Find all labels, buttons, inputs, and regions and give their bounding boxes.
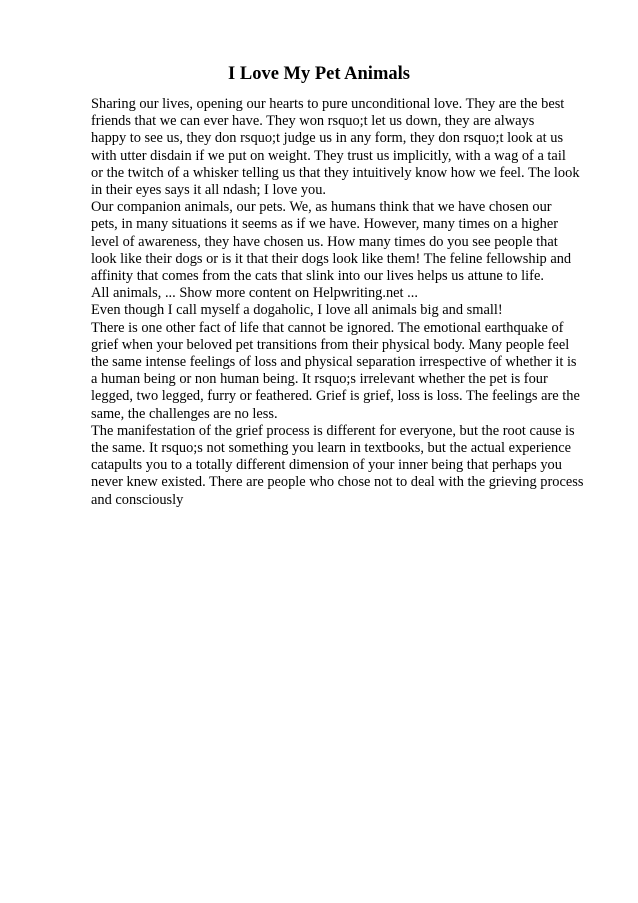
text-line: legged, two legged, furry or feathered. Grief is grief, loss is loss. The feelings are the bbox=[91, 388, 580, 405]
text-line: never knew existed. There are people who chose not to deal with the grieving process bbox=[91, 474, 584, 491]
text-line: look like their dogs or is it that their dogs look like them! The feline fellowship and bbox=[91, 250, 572, 267]
text-line: and consciously bbox=[91, 491, 184, 508]
text-line: or the twitch of a whisker telling us that they intuitively know how we feel. The look bbox=[91, 164, 580, 181]
text-line: Even though I call myself a dogaholic, I love all animals big and small! bbox=[91, 302, 503, 319]
text-line: pets, in many situations it seems as if we have. However, many times on a higher bbox=[91, 216, 559, 233]
text-line: friends that we can ever have. They won rsquo;t let us down, they are always bbox=[91, 113, 535, 130]
text-line: affinity that comes from the cats that slink into our lives helps us attune to life. bbox=[91, 268, 544, 285]
text-line: same, the challenges are no less. bbox=[91, 405, 278, 422]
text-line: There is one other fact of life that cannot be ignored. The emotional earthquake of bbox=[91, 319, 564, 336]
text-line: the same. It rsquo;s not something you learn in textbooks, but the actual experience bbox=[91, 440, 571, 457]
document-body bbox=[91, 96, 601, 509]
text-line: All animals, ... Show more content on Helpwriting.net ... bbox=[91, 285, 418, 302]
text-line: level of awareness, they have chosen us. How many times do you see people that bbox=[91, 233, 558, 250]
text-line: Sharing our lives, opening our hearts to pure unconditional love. They are the best bbox=[91, 96, 565, 112]
text-line: a human being or non human being. It rsquo;s irrelevant whether the pet is four bbox=[91, 371, 548, 388]
text-line: grief when your beloved pet transitions from their physical body. Many people feel bbox=[91, 336, 570, 353]
text-line: the same intense feelings of loss and physical separation irrespective of whether it is bbox=[91, 354, 577, 371]
text-line: catapults you to a totally different dimension of your inner being that perhaps you bbox=[91, 457, 562, 474]
text-line: with utter disdain if we put on weight. They trust us implicitly, with a wag of a tail bbox=[91, 147, 566, 164]
text-line: in their eyes says it all ndash; I love you. bbox=[91, 182, 327, 199]
page-title: I Love My Pet Animals bbox=[228, 64, 410, 84]
text-line: happy to see us, they don rsquo;t judge us in any form, they don rsquo;t look at us bbox=[91, 130, 564, 147]
text-line: The manifestation of the grief process is different for everyone, but the root cause is bbox=[91, 422, 575, 439]
text-line: Our companion animals, our pets. We, as humans think that we have chosen our bbox=[91, 199, 552, 216]
